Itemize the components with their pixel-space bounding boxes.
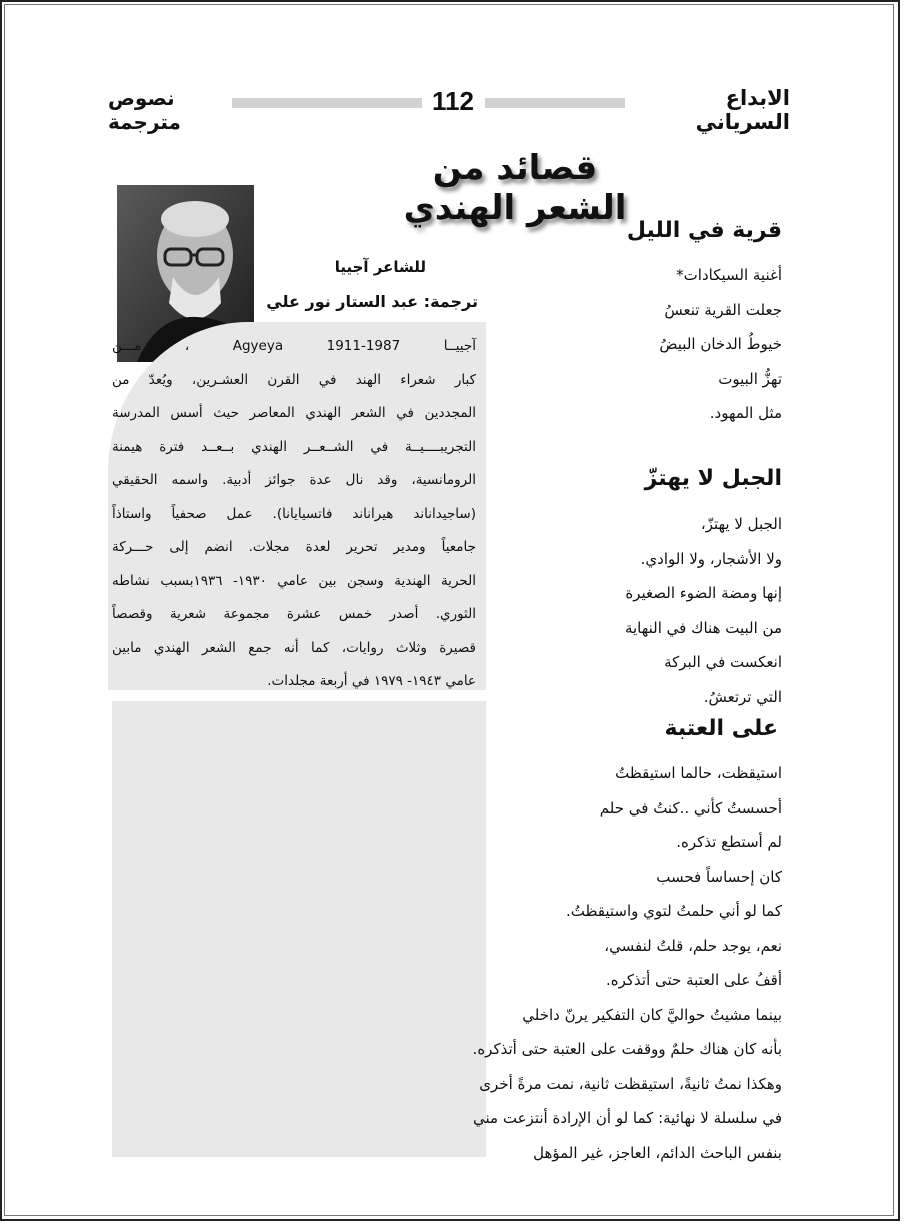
bio-line: قصيرة وثلاث روايات، كما أنه جمع الشعر الهندي مابين: [112, 639, 476, 656]
poem-village-at-night: [520, 258, 782, 431]
bio-line: جامعياً ومدير تحرير لعدة مجلات. انضم إلى حـــركة: [112, 539, 476, 555]
poet-biography: [112, 330, 476, 699]
poem-line: إنها ومضة الضوء الصغيرة: [625, 584, 782, 602]
bio-line: كبار شعراء الهند في القرن العشـرين، ويُعدّ من: [112, 371, 476, 388]
poem-line: التي ترتعشُ.: [703, 687, 782, 706]
poem-line: من البيت هناك في النهاية: [624, 618, 782, 637]
page-number: 112: [432, 86, 474, 116]
header-magazine-title: الابداع السرياني: [695, 86, 790, 134]
poem-line: الجبل لا يهتزّ،: [700, 515, 782, 533]
header-bar-left: [232, 98, 422, 108]
poem-line: تهزُّ البيوت: [718, 369, 782, 388]
poem-mountain: [520, 507, 782, 714]
poem-line: كما لو أني حلمتُ لتوي واستيقظتُ.: [565, 902, 782, 920]
poem-line: بينما مشيتُ حواليَّ كان التفكير يرنّ داخلي: [522, 1005, 782, 1024]
bio-line: الرومانسية، وقد نال عدة جوائز أدبية. واسمه الحقيقي: [112, 472, 476, 488]
poem-line: أغنية السيكادات*: [676, 266, 782, 284]
header-section-label: نصوص مترجمة: [108, 86, 181, 134]
poem-title-mountain: الجبل لا يهتزّ: [644, 466, 782, 491]
bio-line: الحرية الهندية وسجن بين عامي ١٩٣٠- ١٩٣٦بسبب نشاطه: [112, 572, 476, 589]
poem-line: ولا الأشجار، ولا الوادي.: [640, 549, 782, 568]
poem-title-village-at-night: قرية في الليل: [626, 218, 782, 243]
bio-line: (ساجيداناند هيراناند فاتسيايانا). عمل صحفياً واستاذاً: [112, 505, 476, 522]
poem-line: في سلسلة لا نهائية: كما لو أن الإرادة أنتزعت مني: [473, 1109, 782, 1127]
poem-line: بنفس الباحث الدائم، العاجز، غير المؤهل: [533, 1143, 782, 1162]
poem-line: لم أستطع تذكره.: [676, 833, 782, 851]
poem-line: نعم، يوجد حلم، قلتُ لنفسي،: [604, 936, 782, 955]
poem-line: استيقظت، حالما استيقظتُ: [615, 764, 782, 782]
translator-name: ترجمة: عبد الستار نور علي: [266, 292, 478, 311]
poem-threshold: [380, 756, 782, 1170]
poem-title-threshold: على العتبة: [664, 716, 778, 741]
bio-line: عامي ١٩٤٣- ١٩٧٩ في أربعة مجلدات.: [267, 673, 476, 689]
poem-line: كان إحساساً فحسب: [656, 867, 782, 886]
poet-name: للشاعر آجييا: [334, 258, 426, 276]
poem-line: جعلت القرية تنعسُ: [664, 300, 782, 319]
bio-line: الثوري. أصدر خمس عشرة مجموعة شعرية وقصصاً: [112, 606, 476, 622]
poem-line: وهكذا نمتُ ثانيةً، استيقظت ثانية، نمت مرةً أخرى: [479, 1074, 782, 1093]
poem-line: بأنه كان هناك حلمٌ ووقفت على العتبة حتى أتذكره.: [472, 1040, 782, 1058]
header-bar-right: [485, 98, 625, 108]
poem-line: أحسستُ كأني ..كنتُ في حلم: [599, 798, 782, 817]
bio-line: آجييــا Agyeya 1911-1987 ، مـــن: [112, 338, 476, 354]
poem-line: أقفُ على العتبة حتى أتذكره.: [606, 971, 782, 989]
main-title: قصائد من الشعر الهندي: [403, 148, 627, 228]
poem-line: خيوطُ الدخان البيضُ: [659, 335, 782, 353]
poem-line: مثل المهود.: [709, 404, 782, 422]
poem-line: انعكست في البركة: [664, 653, 782, 671]
bio-line: التجريبــــيــة في الشــعــر الهندي بــعــد فترة هيمنة: [112, 438, 476, 455]
bio-line: المجددين في الشعر الهندي المعاصر حيث أسس المدرسة: [112, 405, 476, 421]
